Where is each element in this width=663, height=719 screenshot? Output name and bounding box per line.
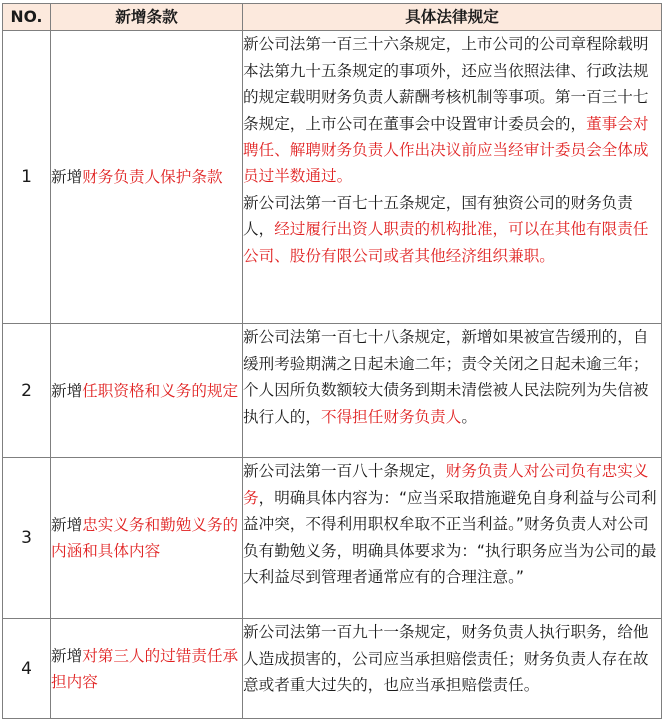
clause-prefix: 新增 (51, 516, 83, 534)
law-paragraph (243, 190, 661, 269)
law-cell (243, 31, 662, 324)
law-paragraph (243, 458, 661, 590)
law-text: 新公司法第一百九十一条规定，财务负责人执行职务，给他人造成损害的，公司应当承担赔偿责任；财务负责人存在故意或者重大过失的，也应当承担赔偿责任。 (243, 623, 649, 695)
row-number: 3 (3, 458, 51, 619)
clause-cell (51, 31, 243, 324)
clause-highlight: 忠实义务和勤勉义务的内涵和具体内容 (51, 516, 239, 561)
clause-prefix: 新增 (51, 646, 83, 665)
law-text: 。 (461, 407, 477, 426)
law-text-highlight: 经过履行出资人职责的机构批准，可以在其他有限责任公司、股份有限公司或者其他经济组织兼职。 (243, 220, 649, 265)
clause-highlight: 对第三人的过错责任承担内容 (51, 646, 239, 691)
regulations-table (2, 3, 662, 719)
clause-cell (51, 324, 243, 458)
law-text: 新公司法第一百七十八条规定，新增如果被宣告缓刑的，自缓刑考验期满之日起未逾二年；责令关闭之日起未逾三年；个人因所负数额较大债务到期未清偿被人民法院列为失信被执行人的， (243, 328, 649, 426)
clause-prefix: 新增 (51, 168, 83, 187)
clause-highlight: 财务负责人保护条款 (82, 168, 223, 187)
row-number: 1 (3, 31, 51, 324)
row-number: 4 (3, 619, 51, 719)
law-cell (243, 619, 662, 719)
row-number: 2 (3, 324, 51, 458)
table-row (3, 31, 662, 324)
law-cell (243, 324, 662, 458)
law-text: 新公司法第一百三十六条规定，上市公司的公司章程除载明本法第九十五条规定的事项外，还应当依照法律、行政法规的规定载明财务负责人薪酬考核机制等事项。第一百三十七条规定，上市公司在董事会中设置审计委员会的， (243, 35, 649, 133)
clause-highlight: 任职资格和义务的规定 (82, 381, 239, 400)
law-text: ，明确具体内容为：“应当采取措施避免自身利益与公司利益冲突，不得利用职权牟取不正当利益。”财务负责人对公司负有勤勉义务，明确具体要求为：“执行职务应当为公司的最大利益尽到管理者通常应有的合理注意。” (243, 488, 657, 587)
table-row (3, 619, 662, 719)
law-paragraph (243, 324, 661, 430)
law-text: 新公司法第一百八十条规定， (243, 462, 446, 481)
header-row (3, 4, 662, 31)
table-row (3, 324, 662, 458)
law-text-highlight: 不得担任财务负责人 (320, 407, 462, 426)
law-paragraph (243, 31, 661, 189)
header-legal-provision: 具体法律规定 (243, 4, 662, 31)
clause-prefix: 新增 (51, 381, 83, 400)
law-text: 新公司法第一百七十五条规定，国有独资公司的财务负责人， (243, 193, 633, 239)
header-new-clause: 新增条款 (51, 4, 243, 31)
law-text-highlight: 财务负责人对公司负有忠实义务 (243, 462, 649, 507)
law-text-highlight: 董事会对聘任、解聘财务负责人作出决议前应当经审计委员会全体成员过半数通过。 (243, 114, 649, 186)
table-row (3, 458, 662, 619)
law-paragraph (243, 619, 661, 698)
clause-cell (51, 619, 243, 719)
clause-cell (51, 458, 243, 619)
header-no: NO. (3, 4, 51, 31)
law-cell (243, 458, 662, 619)
